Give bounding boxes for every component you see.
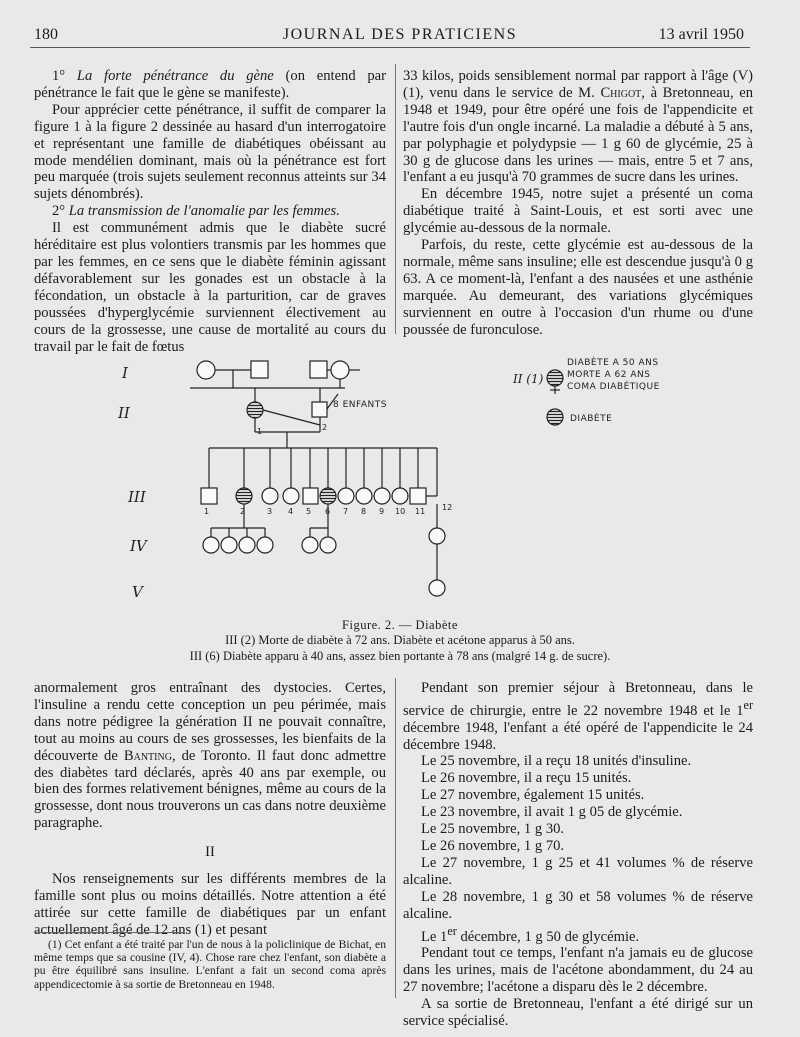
female-symbol xyxy=(283,488,299,504)
list-item: Le 25 novembre, 1 g 30. xyxy=(421,821,565,838)
footnote-rule xyxy=(34,932,184,933)
child-number: 4 xyxy=(288,507,294,516)
female-symbol xyxy=(429,528,445,544)
paragraph xyxy=(403,680,753,753)
text-span: Le 1 xyxy=(421,928,448,945)
list-item: Le 23 novembre, il avait 1 g 05 de glycémie. xyxy=(421,804,683,821)
text-span: décembre, 1 g 50 de glycémie. xyxy=(456,928,640,945)
female-symbol xyxy=(239,537,255,553)
paragraph: Parfois, du reste, cette glycémie est au-dessous de la normale, même sans insuline; elle est descendue jusqu'à 0 g 63. A ce moment-là, l'enfant a des nausées et une asthénie marquée. Au demeurant, des variations glycémiques surviennent en outre à l'occasion d'un rhume ou d'une poussée de furonculose. xyxy=(403,237,753,338)
text-span: , de Toronto. Il faut donc admettre des diabètes tard déclarés, après 40 ans par exemple, ou bien des formes relativement bénignes, même au cours de la grossesse, dont nous trouverons un cas dans notre deuxième paragraphe. xyxy=(34,747,386,832)
paragraph: Nos renseignements sur les différents membres de la famille sont plus ou moins détaillés. Notre attention a été attirée sur cette famille de diabétiques par un enfant actuellement âgé de 12 ans (1) et pesant xyxy=(34,871,386,938)
paragraph: Il est communément admis que le diabète sucré héréditaire est plus volontiers transmis par les hommes que par les femmes, en ce sens que le diabète féminin agissant défavorablement sur les gonades est un obstacle à la fécondation, un obstacle à la parturition, car de graves poussées d'hyperglycémie surviennent électivement au cours de la grossesse, une cause de mortalité au cours du travail par le fait de fœtus xyxy=(34,220,386,355)
figure-caption-line: III (2) Morte de diabète à 72 ans. Diabète et acétone apparus à 50 ans. xyxy=(225,633,575,647)
child-number: 1 xyxy=(204,507,210,516)
female-symbol xyxy=(257,537,273,553)
item-number: 1° xyxy=(52,68,66,84)
running-header xyxy=(0,26,800,48)
child-number: 6 xyxy=(325,507,331,516)
footnote xyxy=(34,938,386,991)
child-number: 11 xyxy=(415,507,426,516)
generation-label: IV xyxy=(130,537,147,555)
generation-label: I xyxy=(122,364,128,382)
female-symbol xyxy=(392,488,408,504)
male-symbol xyxy=(251,361,268,378)
female-symbol xyxy=(429,580,445,596)
legend-text: DIABÈTE A 50 ANS xyxy=(567,358,659,368)
child-number: 12 xyxy=(442,503,453,512)
top-right-column xyxy=(403,68,753,339)
generation-label: V xyxy=(132,583,143,601)
legend-diabetic-coma-symbol xyxy=(547,370,563,386)
female-symbol xyxy=(331,361,349,379)
child-number: 5 xyxy=(306,507,312,516)
paragraph-penetrance-heading xyxy=(34,68,386,102)
list-item xyxy=(403,923,753,946)
male-symbol xyxy=(312,402,327,417)
bottom-right-column xyxy=(403,680,753,1030)
male-symbol xyxy=(310,361,327,378)
column-divider xyxy=(395,678,396,998)
item-heading: La forte pénétrance du gène xyxy=(76,68,274,84)
bottom-left-column xyxy=(34,680,386,939)
superscript: er xyxy=(743,697,753,712)
item-heading: La transmission de l'anomalie par les femmes. xyxy=(68,203,340,220)
diabetic-female-symbol xyxy=(247,402,263,418)
text-span: 33 kilos, poids sensiblement normal par rapport à l'âge (V) (1), venu dans le service de M. xyxy=(403,68,753,101)
male-symbol xyxy=(201,488,217,504)
text-span: anormalement gros entraînant des dystocies. Certes, l'insuline a rendu cette conception un peu périmée, mais dans notre pédigree la génération II ne pouvait connaître, tout au moins au cours de ses grossesses, les bienfaits de la découverte de xyxy=(34,680,386,764)
page-number: 180 xyxy=(34,26,58,43)
generation-label: II xyxy=(118,404,130,422)
author-name: Chigot xyxy=(600,84,642,101)
pedigree-figure xyxy=(100,350,700,620)
list-item: Le 26 novembre, 1 g 70. xyxy=(421,838,565,855)
paragraph: Pendant tout ce temps, l'enfant n'a jamais eu de glucose dans les urines, mais de l'acétone abondamment, du 24 au 27 novembre; l'acétone a disparu dès le 2 décembre. xyxy=(403,945,753,996)
child-number: 7 xyxy=(343,507,349,516)
journal-title: JOURNAL DES PRATICIENS xyxy=(282,26,518,43)
paragraph xyxy=(34,680,386,832)
list-item: Le 27 novembre, également 15 unités. xyxy=(421,787,645,804)
top-left-column xyxy=(34,68,386,355)
legend-text: COMA DIABÉTIQUE xyxy=(567,382,660,392)
legend-text: DIABÈTE xyxy=(570,414,613,424)
eight-children-label: 8 ENFANTS xyxy=(333,400,387,410)
female-symbol xyxy=(374,488,390,504)
child-number: 9 xyxy=(379,507,385,516)
figure-caption-line: III (6) Diabète apparu à 40 ans, assez bien portante à 78 ans (malgré 14 g. de sucre). xyxy=(189,649,611,663)
footnote-text: (1) Cet enfant a été traité par l'un de nous à la policlinique de Bichat, en même temps que sa cousine (IV, 4). Chose rare chez l'enfant, son diabète a pu être équilibré sans insuline. L'enfant a fait un second coma après appendicectomie à sa sortie de Bretonneau en 1948. xyxy=(34,938,386,991)
paragraph: Pour apprécier cette pénétrance, il suffit de comparer la figure 1 à la figure 2 dessinée au hasard d'un interrogatoire et représentant une famille de diabétiques obéissant au mode mendélien dominant, mais où la pénétrance est fort peu marquée (trois sujets seulement reconnus atteints sur 34 sujets dénombrés). xyxy=(34,101,386,203)
figure-caption-title xyxy=(0,618,800,633)
list-item: Le 25 novembre, il a reçu 18 unités d'insuline. xyxy=(421,753,692,770)
author-name: Banting xyxy=(123,747,172,764)
paragraph-transmission-heading xyxy=(34,203,386,220)
gen2-number: 2 xyxy=(322,423,328,432)
paragraph xyxy=(403,68,753,186)
list-item: Le 26 novembre, il a reçu 15 unités. xyxy=(421,770,632,787)
generation-labels xyxy=(117,364,149,601)
female-symbol xyxy=(221,537,237,553)
column-divider xyxy=(395,64,396,334)
issue-date: 13 avril 1950 xyxy=(658,26,744,43)
female-symbol xyxy=(262,488,278,504)
female-symbol xyxy=(338,488,354,504)
female-symbol xyxy=(302,537,318,553)
caption-text: Figure. 2. — Diabète xyxy=(342,618,458,632)
female-symbol xyxy=(203,537,219,553)
paragraph: A sa sortie de Bretonneau, l'enfant a été dirigé sur un service spécialisé. xyxy=(403,996,753,1029)
female-symbol xyxy=(356,488,372,504)
diabetic-female-symbol xyxy=(236,488,252,504)
diabetic-female-symbol xyxy=(320,488,336,504)
female-symbol xyxy=(197,361,215,379)
text-span: , à Bretonneau, en 1948 et 1949, pour être opéré une fois de l'appendicite et l'autre fois d'un ongle incarné. La maladie a débuté à 5 ans, par polyphagie et polydypsie — 1 g 60 de glycémie, 25 à 30 g de glucose dans les urines — mais, entre 5 et 7 ans, l'enfant a eu jusqu'à 70 grammes de sucre dans les urines. xyxy=(403,84,753,186)
child-number: 10 xyxy=(395,507,406,516)
list-item: Le 27 novembre, 1 g 25 et 41 volumes % de réserve alcaline. xyxy=(403,854,753,888)
male-symbol xyxy=(410,488,426,504)
text-span: Pendant son premier séjour à Bretonneau, dans le service de chirurgie, entre le 22 novembre 1948 et le 1 xyxy=(403,680,753,719)
gen2-number: 1 xyxy=(257,427,263,436)
section-heading: II xyxy=(205,844,215,861)
legend-diabetes-symbol xyxy=(547,409,563,425)
pedigree-diagram xyxy=(100,350,700,620)
legend-text: MORTE A 62 ANS xyxy=(567,370,651,380)
text-span: décembre 1948, l'enfant a été opéré de l'appendicite le 24 décembre 1948. xyxy=(403,719,753,753)
paragraph: En décembre 1945, notre sujet a présenté un coma diabétique traité à Saint-Louis, et est sorti avec une glycémie au-dessous de la normale. xyxy=(403,186,753,237)
header-rule xyxy=(30,47,750,48)
child-number: 2 xyxy=(240,507,246,516)
item-number: 2° xyxy=(52,203,66,220)
superscript: er xyxy=(447,923,457,938)
male-symbol xyxy=(303,488,318,504)
child-number: 3 xyxy=(267,507,273,516)
child-number: 8 xyxy=(361,507,367,516)
item-text: (on entend par pénétrance le fait que le gène se manifeste). xyxy=(34,68,387,101)
list-item: Le 28 novembre, 1 g 30 et 58 volumes % de réserve alcaline. xyxy=(403,888,753,922)
generation-label: III xyxy=(128,488,146,506)
legend-generation-label: II (1) xyxy=(513,372,544,386)
female-symbol xyxy=(320,537,336,553)
